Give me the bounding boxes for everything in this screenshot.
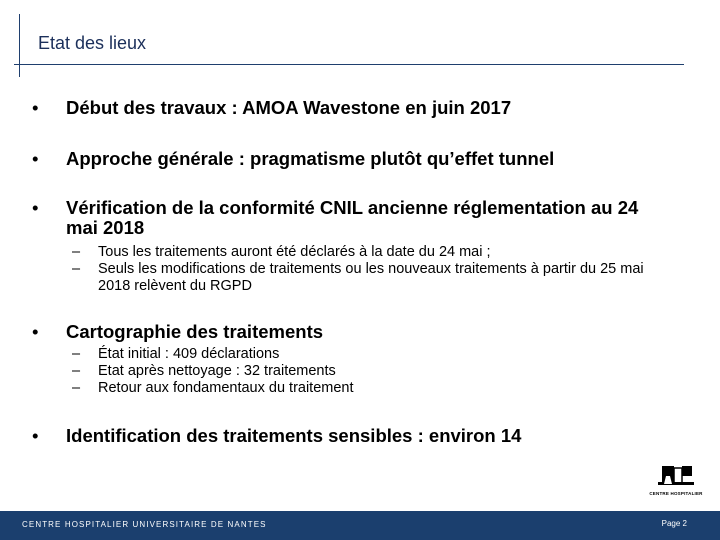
hospital-logo-icon <box>648 462 704 506</box>
sub-bullet-item <box>32 244 672 261</box>
sub-bullet-item <box>32 363 672 380</box>
slide-content <box>32 98 672 446</box>
bullet-text: Cartographie des traitements <box>66 321 324 342</box>
sub-bullet-text: Etat après nettoyage : 32 traitements <box>98 363 336 379</box>
bullet-glyph: • <box>32 148 39 169</box>
sub-bullet-text: État initial : 409 déclarations <box>98 346 280 362</box>
bullet-item <box>32 426 672 446</box>
footer-bar <box>0 511 720 540</box>
dash-glyph: – <box>72 346 81 362</box>
title-vertical-rule <box>19 14 20 77</box>
footer-organization: CENTRE HOSPITALIER UNIVERSITAIRE DE NANTES <box>22 520 267 529</box>
sub-bullet-item <box>32 380 672 397</box>
dash-glyph: – <box>72 244 81 260</box>
sub-bullet-item <box>32 346 672 363</box>
bullet-text: Approche générale : pragmatisme plutôt qu’effet tunnel <box>66 148 555 169</box>
bullet-text: Identification des traitements sensibles : environ 14 <box>66 425 522 446</box>
sub-bullet-text: Tous les traitements auront été déclarés à la date du 24 mai ; <box>98 244 491 260</box>
bullet-text: Vérification de la conformité CNIL ancienne réglementation au 24 mai 2018 <box>66 197 639 238</box>
logo-caption: CENTRE HOSPITALIER <box>649 491 703 496</box>
bullet-glyph: • <box>32 425 39 446</box>
bullet-item <box>32 149 672 169</box>
sub-bullet-text: Retour aux fondamentaux du traitement <box>98 380 354 396</box>
bullet-item <box>32 322 672 342</box>
dash-glyph: – <box>72 261 81 277</box>
bullet-item <box>32 98 672 118</box>
bullet-glyph: • <box>32 97 39 118</box>
bullet-item <box>32 198 672 238</box>
bullet-glyph: • <box>32 321 39 342</box>
page-number: Page 2 <box>661 519 687 528</box>
bullet-glyph: • <box>32 197 39 218</box>
dash-glyph: – <box>72 363 81 379</box>
bullet-text: Début des travaux : AMOA Wavestone en juin 2017 <box>66 97 512 118</box>
title-horizontal-rule <box>14 64 684 65</box>
dash-glyph: – <box>72 380 81 396</box>
slide-title: Etat des lieux <box>38 33 147 53</box>
sub-bullet-item <box>32 261 672 295</box>
sub-bullet-text: Seuls les modifications de traitements ou les nouveaux traitements à partir du 25 mai 2018 relèvent du RGPD <box>98 261 644 294</box>
